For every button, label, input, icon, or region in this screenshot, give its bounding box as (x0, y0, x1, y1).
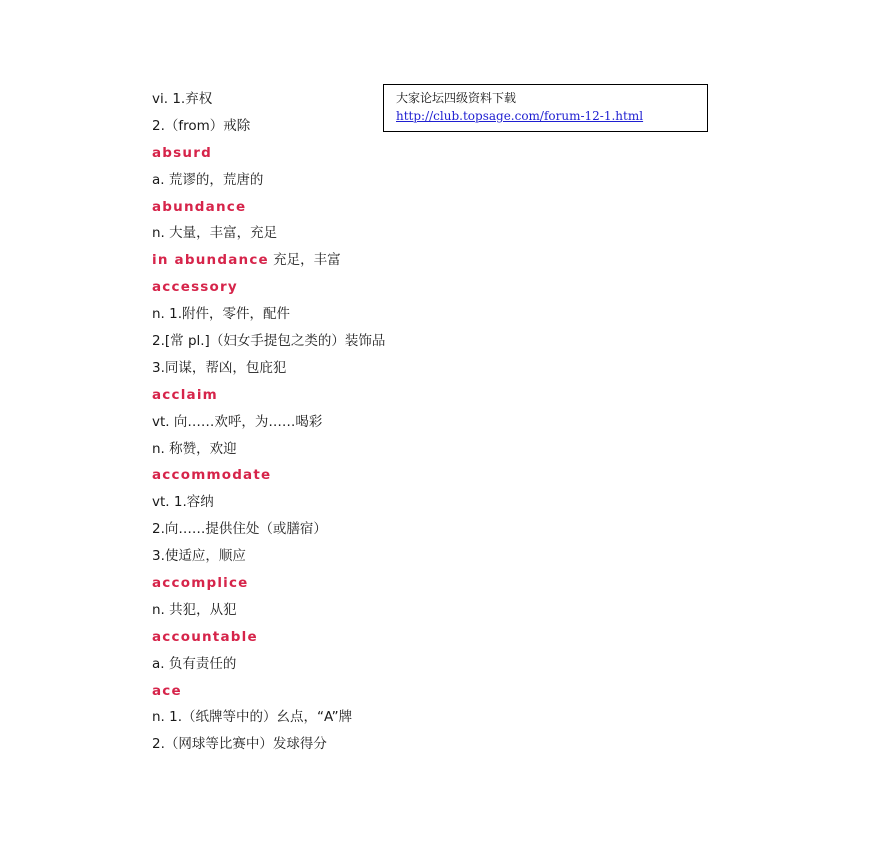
headword: accommodate (152, 467, 272, 484)
definition-line: vi. 1.弃权 (152, 91, 213, 107)
notice-link[interactable]: http://club.topsage.com/forum-12-1.html (396, 109, 644, 123)
phrase-definition: 充足，丰富 (268, 252, 341, 269)
definition-line: 2.（网球等比赛中）发球得分 (152, 736, 327, 753)
definition-line: n. 1.（纸牌等中的）幺点，“A”牌 (152, 709, 353, 726)
headword: accomplice (152, 575, 249, 592)
headword: absurd (152, 144, 212, 161)
vocabulary-list (152, 86, 712, 758)
phrase-headword: in abundance (152, 252, 269, 269)
definition-line: n. 共犯，从犯 (152, 601, 237, 618)
definition-line: 2.（from）戒除 (152, 117, 251, 134)
definition-line: 2.向……提供住处（或膳宿） (152, 521, 327, 538)
definition-line: n. 大量，丰富，充足 (152, 225, 278, 242)
headword: abundance (152, 198, 247, 215)
notice-title: 大家论坛四级资料下载 (396, 91, 517, 105)
headword: ace (152, 682, 182, 699)
definition-line: n. 称赞，欢迎 (152, 440, 237, 457)
definition-line: vt. 1.容纳 (152, 494, 214, 511)
phrase-line (152, 247, 712, 274)
definition-line: 3.同谋，帮凶，包庇犯 (152, 359, 287, 376)
definition-line: 3.使适应，顺应 (152, 548, 246, 565)
definition-line: a. 负有责任的 (152, 655, 237, 672)
definition-line: 2.[常 pl.]（妇女手提包之类的）装饰品 (152, 333, 386, 350)
headword: accessory (152, 279, 238, 296)
headword: accountable (152, 628, 258, 645)
definition-line: n. 1.附件，零件，配件 (152, 306, 291, 323)
headword: acclaim (152, 386, 218, 403)
definition-line: a. 荒谬的，荒唐的 (152, 171, 264, 188)
definition-line: vt. 向……欢呼，为……喝彩 (152, 413, 323, 430)
